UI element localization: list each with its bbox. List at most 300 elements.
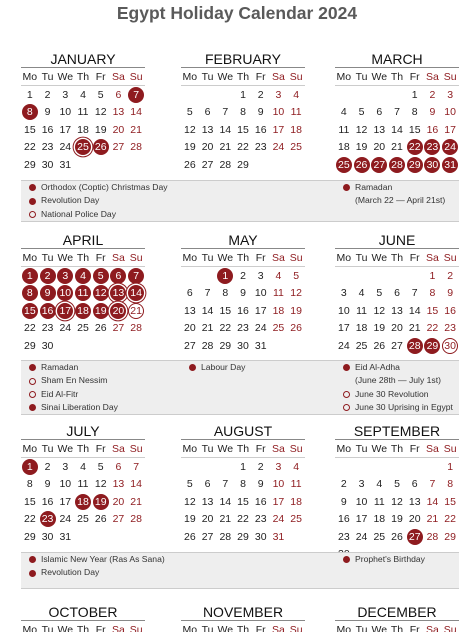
day-cell[interactable] bbox=[388, 528, 406, 545]
day-cell[interactable] bbox=[252, 86, 270, 103]
day-cell[interactable] bbox=[335, 139, 353, 156]
day-cell[interactable] bbox=[424, 511, 442, 528]
day-cell[interactable] bbox=[234, 528, 252, 545]
weekday-header: We bbox=[216, 69, 234, 86]
day-number: 1 bbox=[22, 268, 38, 284]
day-cell[interactable] bbox=[406, 528, 424, 545]
day-cell[interactable] bbox=[370, 337, 388, 354]
day-cell[interactable] bbox=[39, 285, 57, 302]
day-cell[interactable] bbox=[92, 511, 110, 528]
day-cell[interactable] bbox=[21, 476, 39, 493]
day-cell[interactable] bbox=[370, 139, 388, 156]
day-cell[interactable] bbox=[21, 86, 39, 103]
day-cell[interactable] bbox=[216, 285, 234, 302]
day-number: 23 bbox=[254, 513, 267, 526]
day-cell[interactable] bbox=[335, 104, 353, 121]
day-cell[interactable] bbox=[370, 528, 388, 545]
day-cell[interactable] bbox=[181, 139, 199, 156]
day-cell[interactable] bbox=[181, 285, 199, 302]
day-cell[interactable] bbox=[74, 104, 92, 121]
day-cell[interactable] bbox=[424, 528, 442, 545]
day-cell[interactable] bbox=[406, 302, 424, 319]
day-cell[interactable] bbox=[424, 156, 442, 173]
day-cell[interactable] bbox=[353, 476, 371, 493]
day-cell[interactable] bbox=[252, 511, 270, 528]
weekday-header: Tu bbox=[39, 441, 57, 458]
day-cell[interactable] bbox=[388, 121, 406, 138]
day-cell[interactable] bbox=[92, 320, 110, 337]
day-cell[interactable] bbox=[234, 320, 252, 337]
day-cell[interactable] bbox=[92, 139, 110, 156]
day-cell[interactable] bbox=[424, 267, 442, 284]
day-cell[interactable] bbox=[270, 104, 288, 121]
day-cell[interactable] bbox=[252, 302, 270, 319]
day-cell[interactable] bbox=[424, 121, 442, 138]
day-cell[interactable] bbox=[441, 86, 459, 103]
day-cell[interactable] bbox=[441, 458, 459, 475]
day-cell[interactable] bbox=[370, 285, 388, 302]
day-cell[interactable] bbox=[39, 476, 57, 493]
day-number: 14 bbox=[128, 285, 144, 301]
day-cell[interactable] bbox=[110, 121, 128, 138]
day-cell[interactable] bbox=[353, 528, 371, 545]
day-cell[interactable] bbox=[335, 320, 353, 337]
day-number: 2 bbox=[240, 270, 246, 283]
day-cell[interactable] bbox=[56, 267, 74, 284]
day-cell[interactable] bbox=[335, 302, 353, 319]
day-cell[interactable] bbox=[181, 476, 199, 493]
day-cell[interactable] bbox=[56, 86, 74, 103]
day-cell[interactable] bbox=[216, 139, 234, 156]
day-cell[interactable] bbox=[424, 302, 442, 319]
day-cell[interactable] bbox=[92, 458, 110, 475]
day-cell[interactable] bbox=[406, 493, 424, 510]
day-cell[interactable] bbox=[252, 528, 270, 545]
day-number: 15 bbox=[426, 304, 439, 317]
day-cell[interactable] bbox=[216, 511, 234, 528]
day-cell[interactable] bbox=[424, 139, 442, 156]
day-cell[interactable] bbox=[56, 121, 74, 138]
day-cell[interactable] bbox=[270, 476, 288, 493]
day-cell[interactable] bbox=[199, 121, 217, 138]
day-cell[interactable] bbox=[92, 121, 110, 138]
day-cell[interactable] bbox=[353, 320, 371, 337]
day-cell[interactable] bbox=[424, 285, 442, 302]
day-cell[interactable] bbox=[39, 267, 57, 284]
day-cell[interactable] bbox=[39, 139, 57, 156]
day-cell[interactable] bbox=[388, 476, 406, 493]
day-cell[interactable] bbox=[234, 121, 252, 138]
day-cell[interactable] bbox=[287, 476, 305, 493]
day-cell[interactable] bbox=[181, 493, 199, 510]
day-cell[interactable] bbox=[287, 121, 305, 138]
day-cell[interactable] bbox=[39, 528, 57, 545]
day-cell[interactable] bbox=[21, 528, 39, 545]
day-cell[interactable] bbox=[370, 121, 388, 138]
day-number: 12 bbox=[355, 123, 368, 136]
day-cell[interactable] bbox=[370, 511, 388, 528]
day-cell[interactable] bbox=[388, 302, 406, 319]
day-cell[interactable] bbox=[335, 493, 353, 510]
day-cell[interactable] bbox=[353, 511, 371, 528]
day-cell[interactable] bbox=[39, 458, 57, 475]
day-cell[interactable] bbox=[74, 121, 92, 138]
day-cell[interactable] bbox=[127, 121, 145, 138]
day-cell[interactable] bbox=[234, 139, 252, 156]
day-cell[interactable] bbox=[424, 86, 442, 103]
day-cell[interactable] bbox=[21, 104, 39, 121]
day-cell[interactable] bbox=[406, 121, 424, 138]
day-cell[interactable] bbox=[110, 493, 128, 510]
day-cell[interactable] bbox=[56, 476, 74, 493]
day-cell[interactable] bbox=[270, 139, 288, 156]
day-cell[interactable] bbox=[127, 139, 145, 156]
day-cell[interactable] bbox=[56, 104, 74, 121]
day-cell[interactable] bbox=[287, 139, 305, 156]
day-cell[interactable] bbox=[335, 285, 353, 302]
day-cell[interactable] bbox=[92, 476, 110, 493]
day-cell[interactable] bbox=[56, 320, 74, 337]
day-cell[interactable] bbox=[110, 320, 128, 337]
day-cell[interactable] bbox=[441, 302, 459, 319]
legend-item bbox=[29, 374, 159, 387]
day-cell[interactable] bbox=[335, 511, 353, 528]
day-cell[interactable] bbox=[234, 285, 252, 302]
day-number: 11 bbox=[373, 495, 385, 508]
day-cell[interactable] bbox=[388, 285, 406, 302]
day-cell[interactable] bbox=[252, 121, 270, 138]
day-cell[interactable] bbox=[406, 337, 424, 354]
day-cell[interactable] bbox=[270, 121, 288, 138]
day-cell[interactable] bbox=[216, 320, 234, 337]
day-cell[interactable] bbox=[270, 302, 288, 319]
day-cell[interactable] bbox=[199, 139, 217, 156]
day-cell[interactable] bbox=[181, 528, 199, 545]
day-cell[interactable] bbox=[110, 86, 128, 103]
weekday-header: Fr bbox=[252, 69, 270, 86]
weekday-header: Th bbox=[388, 69, 406, 86]
day-number: 8 bbox=[22, 285, 38, 301]
day-cell[interactable] bbox=[234, 511, 252, 528]
day-cell[interactable] bbox=[74, 458, 92, 475]
day-cell[interactable] bbox=[74, 493, 92, 510]
day-cell[interactable] bbox=[21, 267, 39, 284]
day-cell[interactable] bbox=[216, 267, 234, 284]
day-cell[interactable] bbox=[21, 337, 39, 354]
day-cell[interactable] bbox=[216, 302, 234, 319]
day-cell[interactable] bbox=[92, 302, 110, 319]
day-cell[interactable] bbox=[110, 458, 128, 475]
day-cell[interactable] bbox=[287, 493, 305, 510]
day-cell[interactable] bbox=[216, 476, 234, 493]
day-cell[interactable] bbox=[199, 476, 217, 493]
day-cell[interactable] bbox=[441, 285, 459, 302]
day-cell[interactable] bbox=[353, 337, 371, 354]
day-cell[interactable] bbox=[110, 104, 128, 121]
day-cell[interactable] bbox=[39, 104, 57, 121]
day-cell[interactable] bbox=[21, 285, 39, 302]
day-cell[interactable] bbox=[74, 267, 92, 284]
day-cell[interactable] bbox=[287, 320, 305, 337]
day-number: 1 bbox=[411, 89, 418, 102]
day-cell[interactable] bbox=[252, 267, 270, 284]
day-cell[interactable] bbox=[234, 302, 252, 319]
day-cell[interactable] bbox=[270, 528, 288, 545]
day-cell[interactable] bbox=[353, 493, 371, 510]
day-cell[interactable] bbox=[199, 285, 217, 302]
day-cell[interactable] bbox=[199, 320, 217, 337]
day-cell[interactable] bbox=[406, 104, 424, 121]
day-cell[interactable] bbox=[424, 320, 442, 337]
weekday-header: Sa bbox=[424, 250, 442, 267]
day-number: 31 bbox=[272, 530, 285, 543]
day-number: 27 bbox=[201, 158, 214, 171]
day-cell[interactable] bbox=[335, 528, 353, 545]
day-cell[interactable] bbox=[287, 86, 305, 103]
day-cell[interactable] bbox=[56, 493, 74, 510]
day-cell[interactable] bbox=[39, 320, 57, 337]
day-cell[interactable] bbox=[39, 121, 57, 138]
day-cell[interactable] bbox=[270, 458, 288, 475]
day-cell[interactable] bbox=[74, 320, 92, 337]
day-cell[interactable] bbox=[353, 139, 371, 156]
day-cell[interactable] bbox=[127, 476, 145, 493]
day-cell[interactable] bbox=[252, 337, 270, 354]
day-cell[interactable] bbox=[353, 285, 371, 302]
day-cell[interactable] bbox=[199, 104, 217, 121]
day-cell[interactable] bbox=[56, 511, 74, 528]
day-cell[interactable] bbox=[21, 458, 39, 475]
day-cell[interactable] bbox=[406, 139, 424, 156]
day-cell[interactable] bbox=[370, 320, 388, 337]
day-cell[interactable] bbox=[216, 121, 234, 138]
day-cell[interactable] bbox=[234, 156, 252, 173]
day-cell[interactable] bbox=[92, 493, 110, 510]
day-cell[interactable] bbox=[252, 458, 270, 475]
day-cell[interactable] bbox=[353, 104, 371, 121]
day-cell[interactable] bbox=[406, 476, 424, 493]
day-cell[interactable] bbox=[388, 156, 406, 173]
day-cell[interactable] bbox=[110, 285, 128, 302]
day-cell[interactable] bbox=[252, 285, 270, 302]
day-cell[interactable] bbox=[287, 458, 305, 475]
day-cell[interactable] bbox=[424, 337, 442, 354]
day-cell[interactable] bbox=[110, 476, 128, 493]
day-cell[interactable] bbox=[199, 493, 217, 510]
day-cell[interactable] bbox=[335, 476, 353, 493]
day-cell[interactable] bbox=[21, 302, 39, 319]
day-cell[interactable] bbox=[234, 493, 252, 510]
day-cell[interactable] bbox=[127, 302, 145, 319]
day-cell[interactable] bbox=[270, 320, 288, 337]
day-cell[interactable] bbox=[353, 156, 371, 173]
day-cell[interactable] bbox=[74, 511, 92, 528]
day-number: 21 bbox=[128, 303, 144, 319]
day-cell[interactable] bbox=[39, 511, 57, 528]
day-cell[interactable] bbox=[127, 86, 145, 103]
day-cell[interactable] bbox=[127, 267, 145, 284]
day-cell[interactable] bbox=[181, 337, 199, 354]
day-cell[interactable] bbox=[388, 104, 406, 121]
day-cell[interactable] bbox=[21, 320, 39, 337]
day-cell[interactable] bbox=[74, 302, 92, 319]
day-cell[interactable] bbox=[56, 156, 74, 173]
day-cell[interactable] bbox=[199, 528, 217, 545]
day-cell[interactable] bbox=[441, 511, 459, 528]
day-cell[interactable] bbox=[216, 337, 234, 354]
day-cell[interactable] bbox=[127, 285, 145, 302]
day-cell[interactable] bbox=[21, 493, 39, 510]
day-cell[interactable] bbox=[74, 476, 92, 493]
day-cell[interactable] bbox=[353, 121, 371, 138]
day-cell[interactable] bbox=[370, 156, 388, 173]
day-cell[interactable] bbox=[216, 156, 234, 173]
day-cell[interactable] bbox=[441, 337, 459, 354]
day-cell[interactable] bbox=[39, 493, 57, 510]
day-cell[interactable] bbox=[270, 86, 288, 103]
day-cell[interactable] bbox=[56, 302, 74, 319]
day-cell[interactable] bbox=[56, 458, 74, 475]
day-cell[interactable] bbox=[441, 320, 459, 337]
weekday-header: Sa bbox=[270, 441, 288, 458]
day-cell[interactable] bbox=[92, 285, 110, 302]
day-cell[interactable] bbox=[406, 156, 424, 173]
day-cell[interactable] bbox=[424, 493, 442, 510]
day-cell[interactable] bbox=[92, 104, 110, 121]
day-cell[interactable] bbox=[424, 476, 442, 493]
day-cell[interactable] bbox=[441, 267, 459, 284]
day-cell[interactable] bbox=[181, 121, 199, 138]
day-cell[interactable] bbox=[287, 285, 305, 302]
day-cell[interactable] bbox=[441, 121, 459, 138]
day-cell[interactable] bbox=[370, 476, 388, 493]
day-cell[interactable] bbox=[234, 458, 252, 475]
day-cell[interactable] bbox=[181, 302, 199, 319]
day-cell[interactable] bbox=[234, 337, 252, 354]
day-cell[interactable] bbox=[270, 285, 288, 302]
day-cell[interactable] bbox=[127, 104, 145, 121]
day-cell[interactable] bbox=[21, 511, 39, 528]
day-cell[interactable] bbox=[252, 493, 270, 510]
day-cell[interactable] bbox=[252, 476, 270, 493]
day-number: 7 bbox=[222, 106, 229, 119]
day-cell[interactable] bbox=[270, 493, 288, 510]
day-cell[interactable] bbox=[74, 139, 92, 156]
month-name: MAY bbox=[181, 231, 305, 249]
day-cell[interactable] bbox=[252, 104, 270, 121]
holiday-legend bbox=[189, 361, 319, 374]
day-cell[interactable] bbox=[216, 493, 234, 510]
day-cell[interactable] bbox=[406, 320, 424, 337]
day-cell[interactable] bbox=[388, 337, 406, 354]
day-cell[interactable] bbox=[181, 320, 199, 337]
day-cell[interactable] bbox=[39, 156, 57, 173]
day-cell[interactable] bbox=[406, 285, 424, 302]
day-cell[interactable] bbox=[199, 511, 217, 528]
day-cell[interactable] bbox=[199, 302, 217, 319]
day-cell[interactable] bbox=[335, 156, 353, 173]
weekday-header: Sa bbox=[424, 69, 442, 86]
day-cell[interactable] bbox=[287, 267, 305, 284]
day-cell[interactable] bbox=[56, 285, 74, 302]
day-cell[interactable] bbox=[406, 511, 424, 528]
day-cell[interactable] bbox=[110, 267, 128, 284]
day-cell[interactable] bbox=[252, 320, 270, 337]
day-cell[interactable] bbox=[441, 528, 459, 545]
day-cell[interactable] bbox=[287, 511, 305, 528]
day-cell[interactable] bbox=[56, 528, 74, 545]
day-cell[interactable] bbox=[370, 104, 388, 121]
day-cell[interactable] bbox=[39, 86, 57, 103]
day-cell[interactable] bbox=[92, 86, 110, 103]
day-cell[interactable] bbox=[441, 476, 459, 493]
day-cell[interactable] bbox=[388, 139, 406, 156]
day-cell[interactable] bbox=[370, 302, 388, 319]
day-cell[interactable] bbox=[127, 511, 145, 528]
day-cell[interactable] bbox=[234, 476, 252, 493]
day-cell[interactable] bbox=[441, 493, 459, 510]
month-grid bbox=[21, 441, 145, 545]
day-cell[interactable] bbox=[56, 139, 74, 156]
day-cell[interactable] bbox=[21, 156, 39, 173]
day-cell[interactable] bbox=[234, 267, 252, 284]
day-cell[interactable] bbox=[127, 493, 145, 510]
weekday-header: Th bbox=[74, 622, 92, 632]
day-cell[interactable] bbox=[74, 86, 92, 103]
day-cell[interactable] bbox=[216, 528, 234, 545]
day-cell[interactable] bbox=[287, 302, 305, 319]
day-cell[interactable] bbox=[270, 267, 288, 284]
day-cell[interactable] bbox=[424, 104, 442, 121]
day-cell[interactable] bbox=[199, 156, 217, 173]
day-cell[interactable] bbox=[39, 302, 57, 319]
day-cell[interactable] bbox=[74, 285, 92, 302]
day-cell[interactable] bbox=[270, 511, 288, 528]
day-cell[interactable] bbox=[21, 139, 39, 156]
day-cell[interactable] bbox=[181, 511, 199, 528]
day-cell[interactable] bbox=[234, 104, 252, 121]
day-cell[interactable] bbox=[388, 493, 406, 510]
day-cell[interactable] bbox=[406, 86, 424, 103]
day-number: 29 bbox=[424, 338, 440, 354]
day-cell[interactable] bbox=[199, 337, 217, 354]
day-cell[interactable] bbox=[127, 320, 145, 337]
day-cell[interactable] bbox=[234, 86, 252, 103]
day-cell[interactable] bbox=[110, 302, 128, 319]
day-cell[interactable] bbox=[39, 337, 57, 354]
day-cell[interactable] bbox=[216, 104, 234, 121]
day-cell[interactable] bbox=[181, 156, 199, 173]
day-cell[interactable] bbox=[110, 139, 128, 156]
day-cell[interactable] bbox=[335, 121, 353, 138]
day-cell[interactable] bbox=[441, 104, 459, 121]
day-cell[interactable] bbox=[388, 320, 406, 337]
day-cell[interactable] bbox=[21, 121, 39, 138]
day-cell[interactable] bbox=[110, 511, 128, 528]
day-cell[interactable] bbox=[441, 156, 459, 173]
day-cell[interactable] bbox=[353, 302, 371, 319]
day-number: 26 bbox=[391, 530, 403, 543]
day-cell[interactable] bbox=[287, 104, 305, 121]
day-cell[interactable] bbox=[127, 458, 145, 475]
day-cell[interactable] bbox=[92, 267, 110, 284]
day-cell[interactable] bbox=[335, 337, 353, 354]
day-cell[interactable] bbox=[441, 139, 459, 156]
day-cell[interactable] bbox=[181, 104, 199, 121]
day-cell[interactable] bbox=[370, 493, 388, 510]
day-cell[interactable] bbox=[252, 139, 270, 156]
day-cell[interactable] bbox=[388, 511, 406, 528]
